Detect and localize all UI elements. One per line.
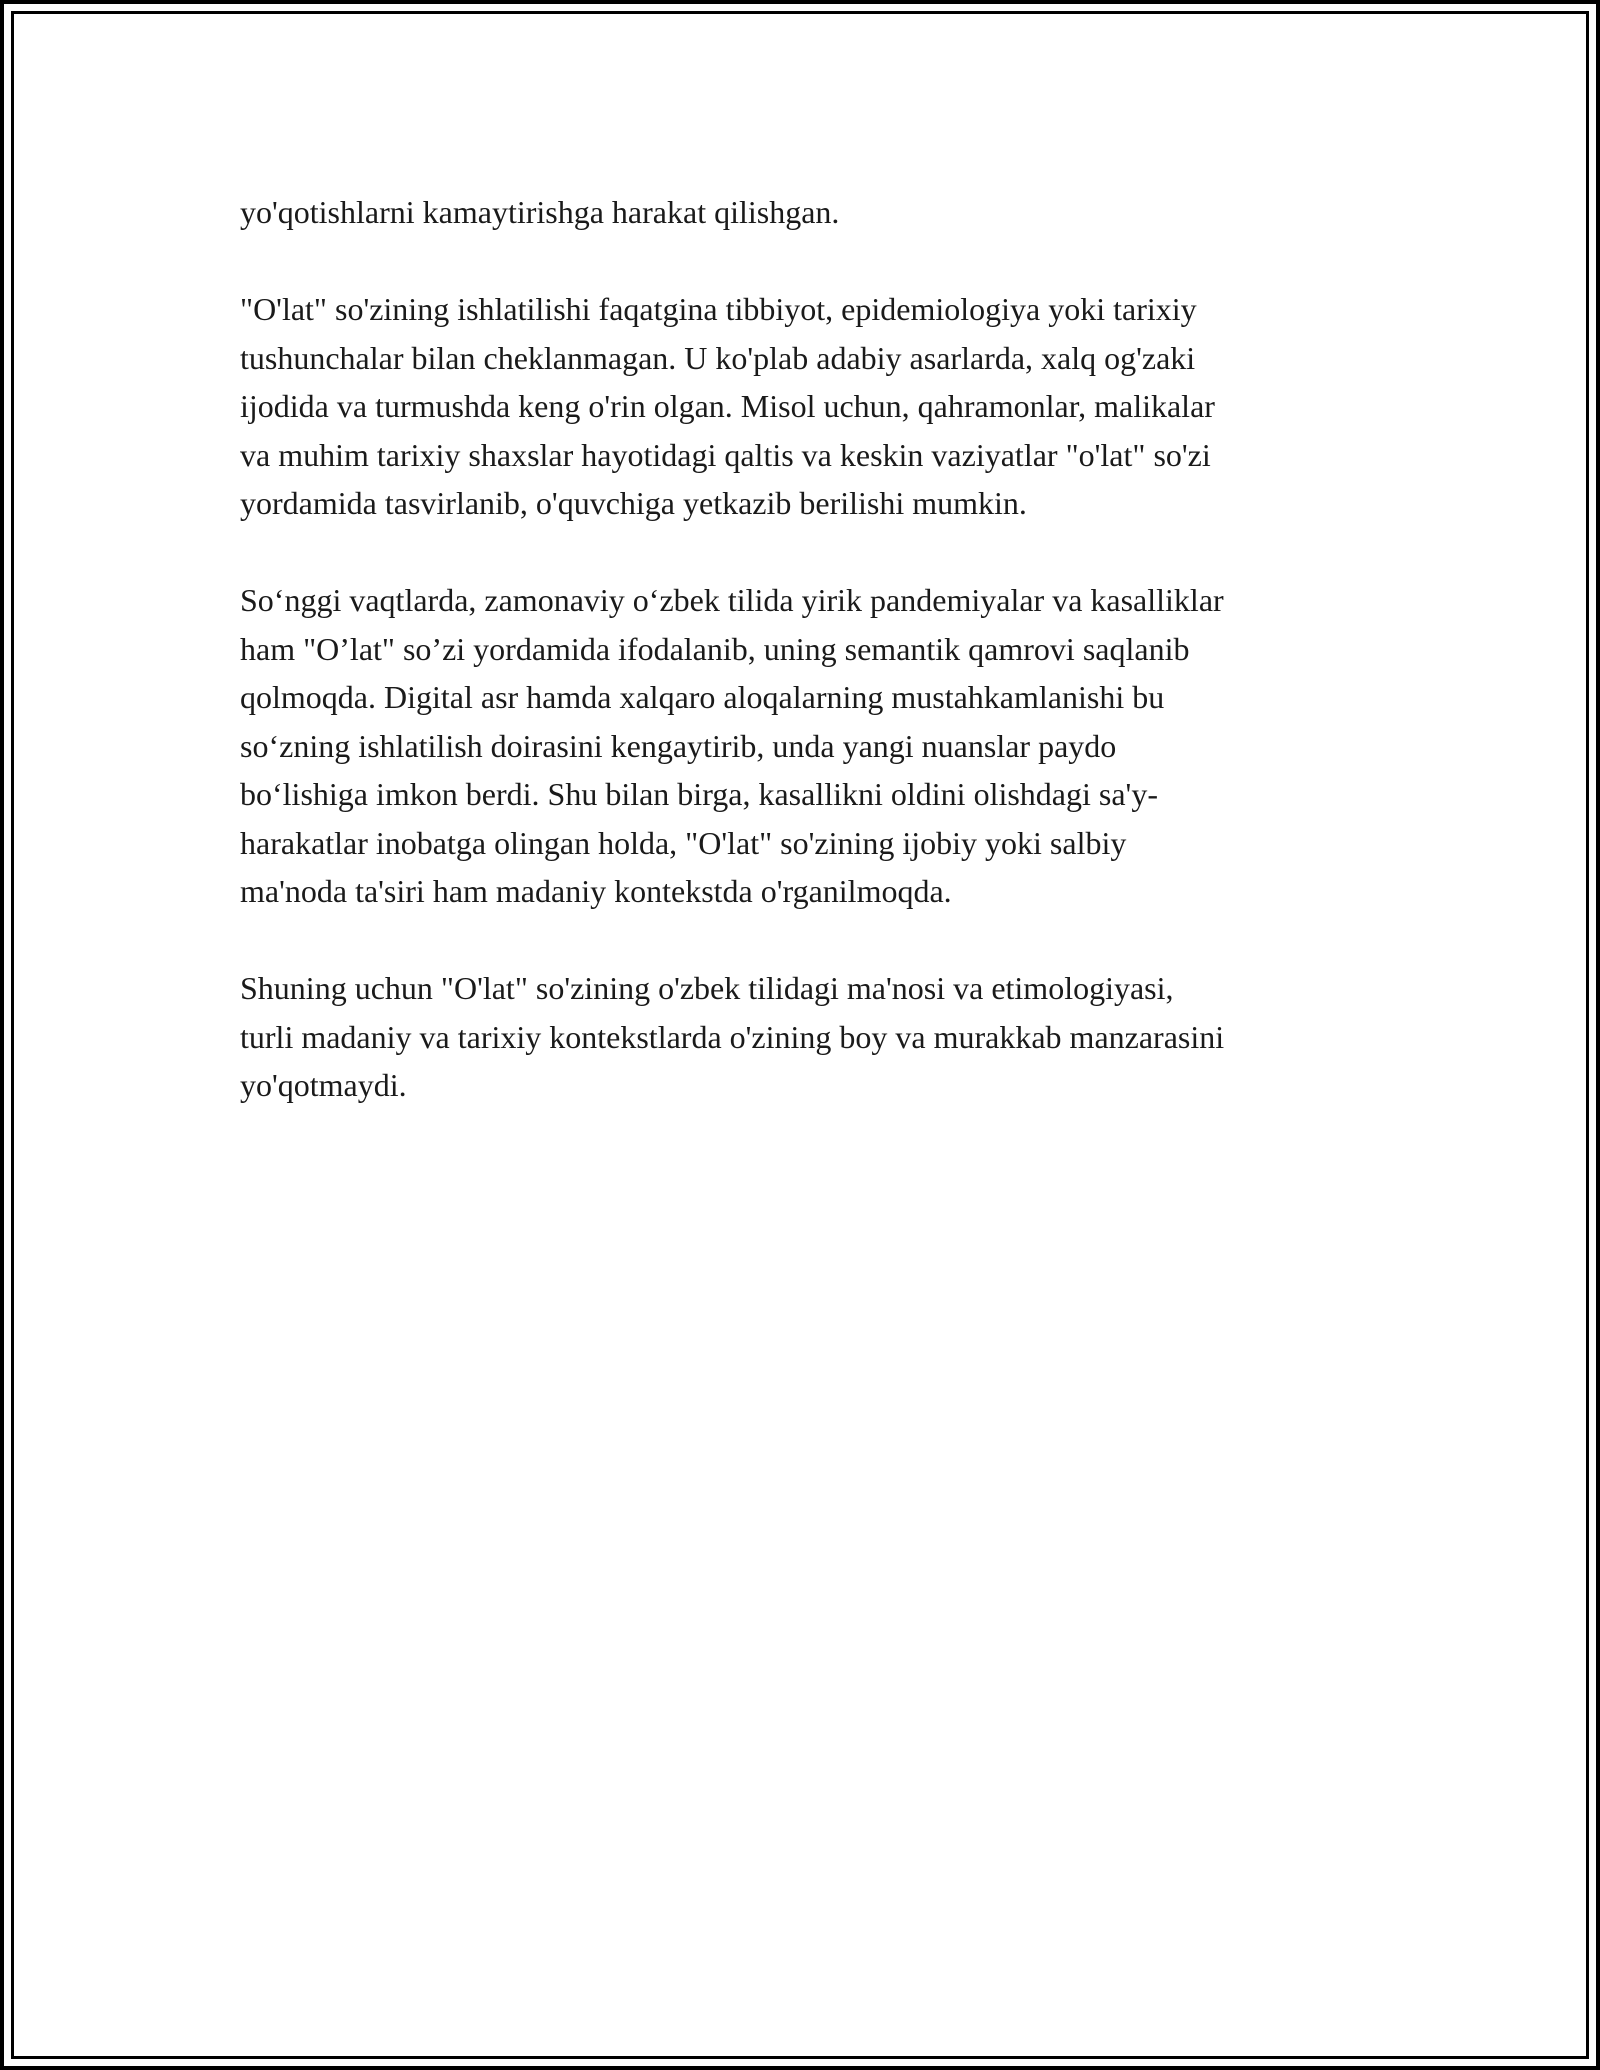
document-body bbox=[240, 188, 1380, 1158]
paragraph-1: yo'qotishlarni kamaytirishga harakat qilishgan. bbox=[240, 194, 840, 230]
paragraph-2: "O'lat" so'zining ishlatilishi faqatgina tibbiyot, epidemiologiya yoki tarixiy tushunchalar bilan cheklanmagan. U ko'plab adabiy asarlarda, xalq og'zaki ijodida va turmushda keng o'rin olgan. Misol uchun, qahramonlar, malikalar va muhim tarixiy shaxslar hayotidagi qaltis va keskin vaziyatlar "o'lat" so'zi yordamida tasvirlanib, o'quvchiga yetkazib berilishi mumkin. bbox=[240, 291, 1215, 521]
paragraph-3: So‘nggi vaqtlarda, zamonaviy o‘zbek tilida yirik pandemiyalar va kasalliklar ham "O’lat" so’zi yordamida ifodalanib, uning semantik qamrovi saqlanib qolmoqda. Digital asr hamda xalqaro aloqalarning mustahkamlanishi bu so‘zning ishlatilish doirasini kengaytirib, unda yangi nuanslar paydo bo‘lishiga imkon berdi. Shu bilan birga, kasallikni oldini olishdagi sa'y- harakatlar inobatga olingan holda, "O'lat" so'zining ijobiy yoki salbiy ma'noda ta'siri ham madaniy kontekstda o'rganilmoqda. bbox=[240, 582, 1224, 909]
paragraph-4: Shuning uchun "O'lat" so'zining o'zbek tilidagi ma'nosi va etimologiyasi, turli madaniy va tarixiy kontekstlarda o'zining boy va murakkab manzarasini yo'qotmaydi. bbox=[240, 970, 1225, 1103]
